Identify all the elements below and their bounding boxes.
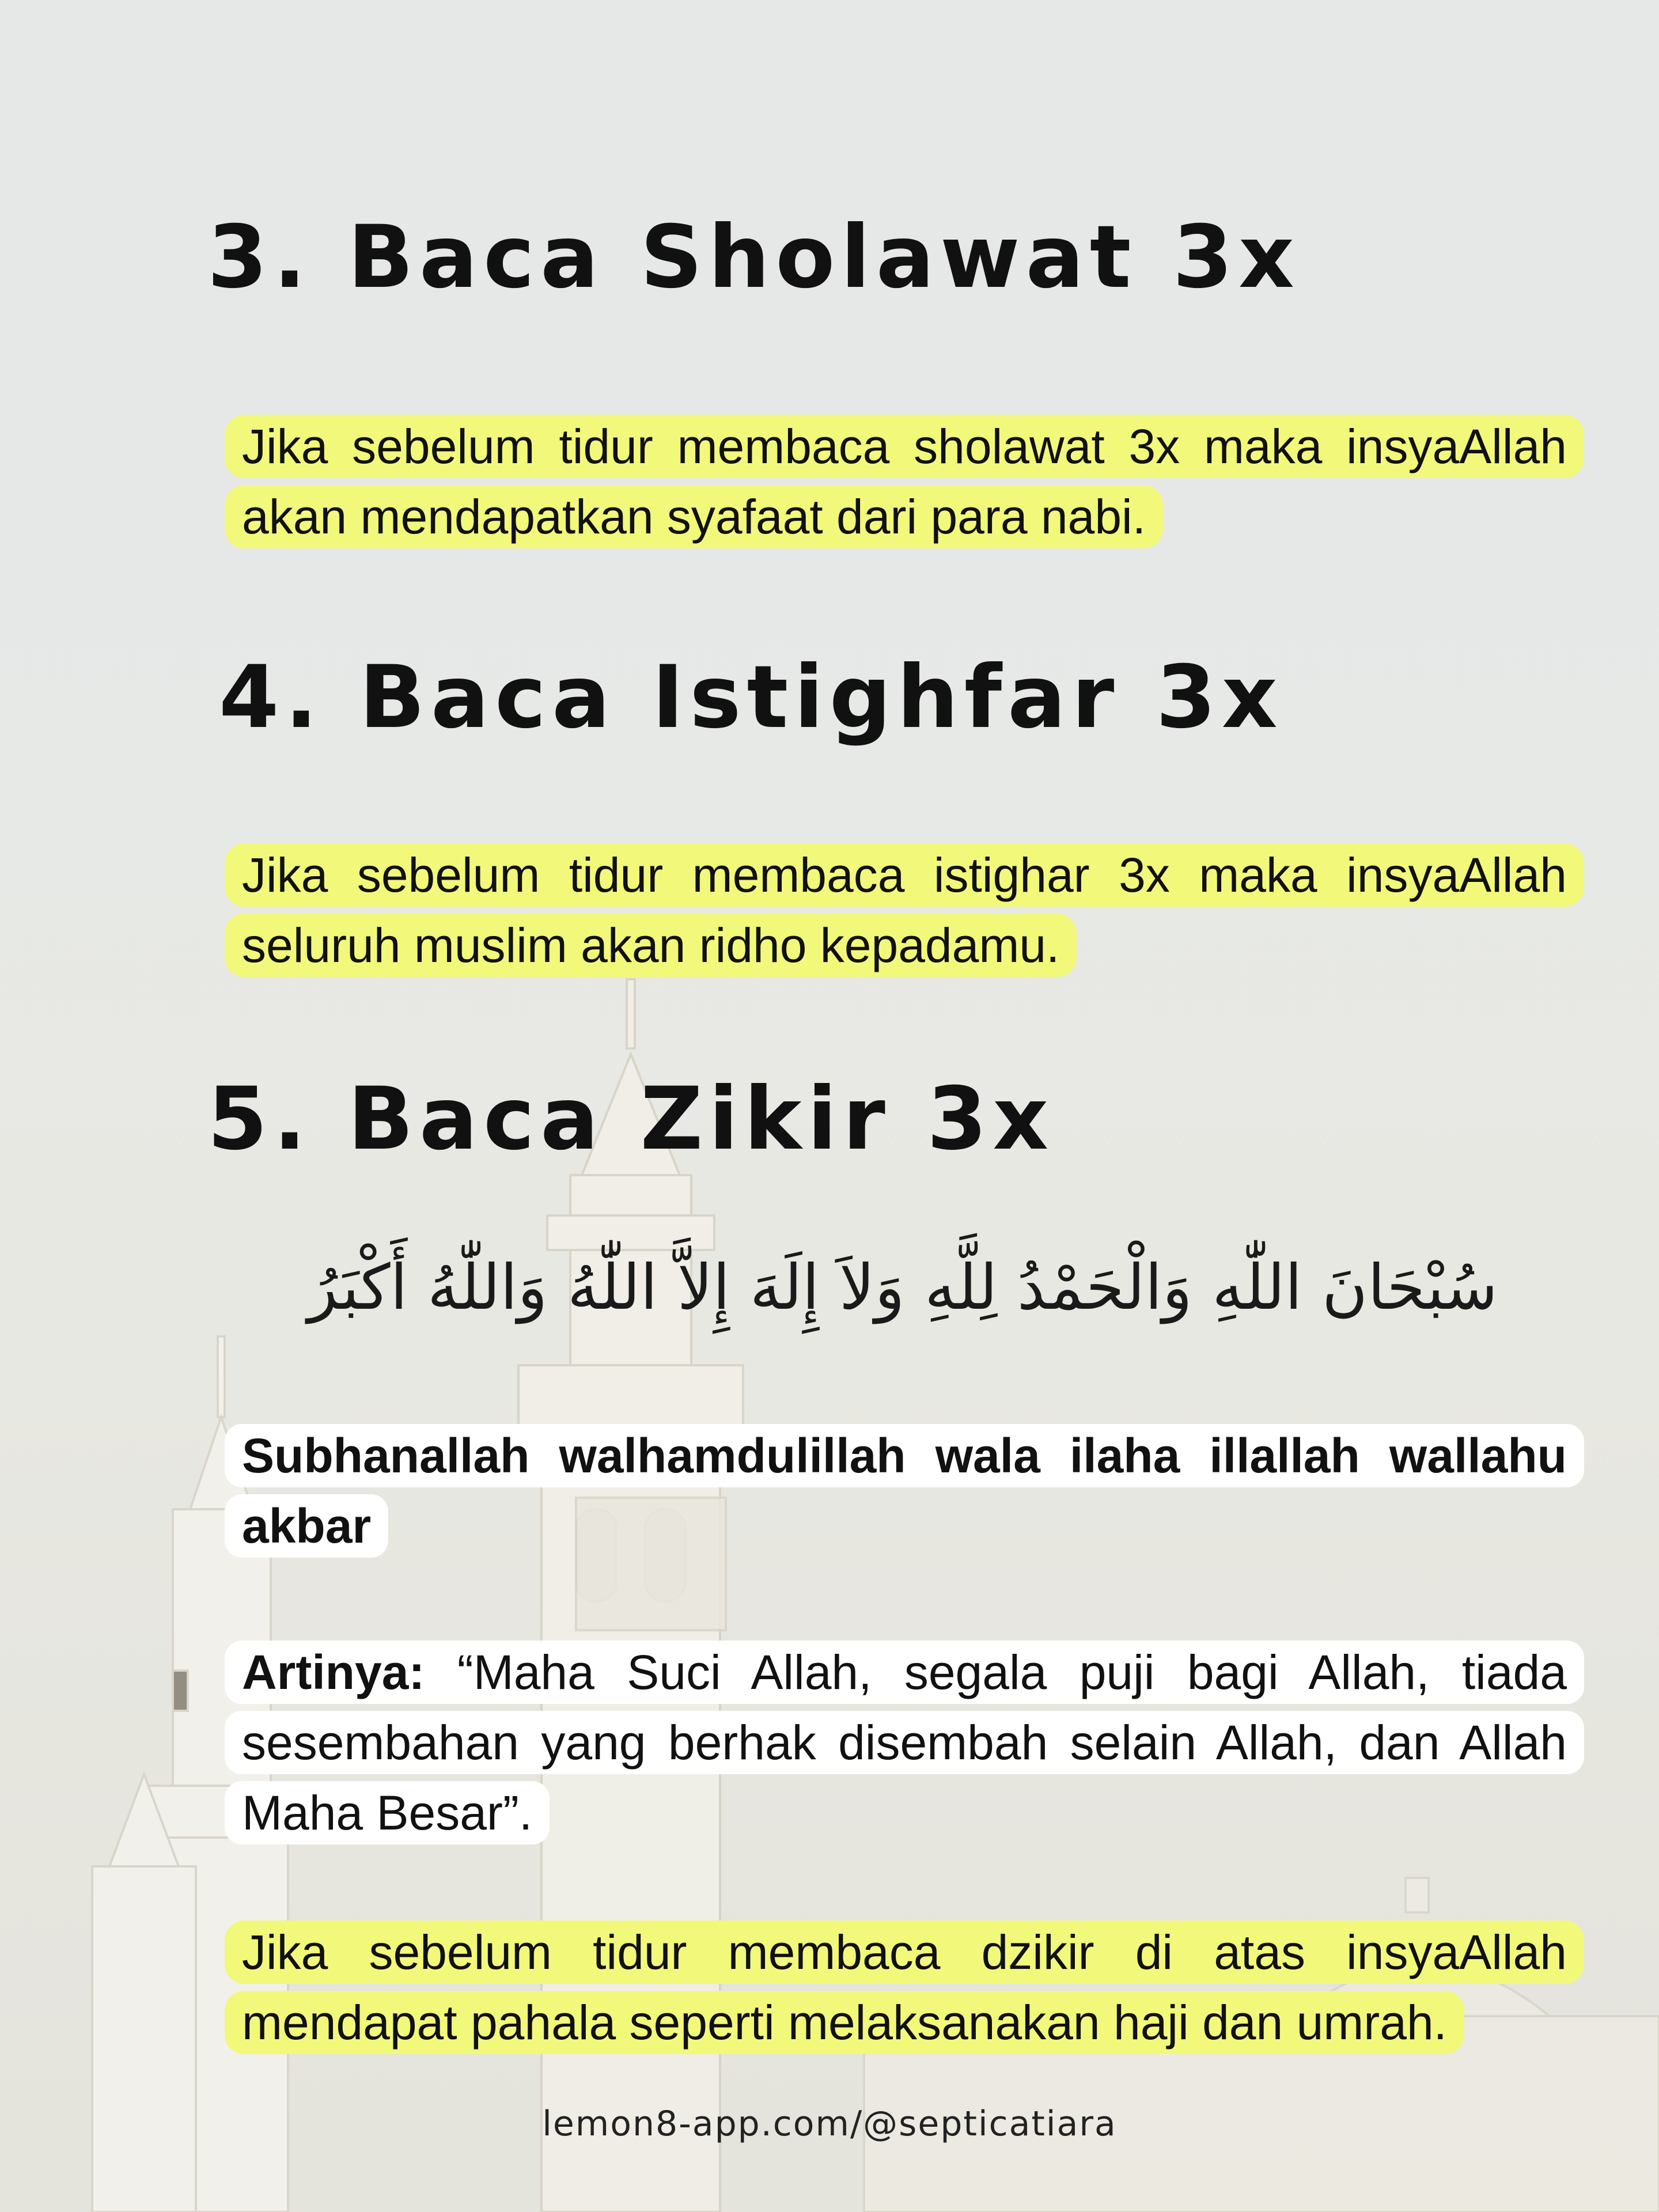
sholawat-highlight: Jika sebelum tidur membaca sholawat 3x maka insyaAllah akan mendapatkan syafaat dari para nabi. xyxy=(225,415,1584,548)
meaning-text: “Maha Suci Allah, segala puji bagi Allah, tiada sesembahan yang berhak disembah selain Allah, dan Allah Maha Besar”. xyxy=(242,1645,1567,1840)
section-heading-zikir: 5. Baca Zikir 3x xyxy=(207,1069,1055,1169)
section-heading-istighfar: 4. Baca Istighfar 3x xyxy=(219,647,1283,748)
transliteration-box: Subhanallah walhamdulillah wala ilaha illallah wallahu akbar xyxy=(225,1424,1584,1558)
istighfar-highlight: Jika sebelum tidur membaca istighar 3x maka insyaAllah seluruh muslim akan ridho kepadamu. xyxy=(225,843,1584,977)
zikir-benefit-text xyxy=(207,1917,1601,2058)
zikir-arabic-text: سُبْحَانَ اللّٰهِ وَالْحَمْدُ لِلَّهِ وَلاَ إِلَهَ إِلاَّ اللّٰهُ وَاللّٰهُ أَكْبَرُ xyxy=(307,1252,1498,1324)
zikir-highlight: Jika sebelum tidur membaca dzikir di atas insyaAllah mendapat pahala seperti melaksanakan haji dan umrah. xyxy=(225,1921,1584,2054)
zikir-transliteration xyxy=(207,1421,1601,1561)
sholawat-benefit-text xyxy=(207,411,1601,552)
meaning-box xyxy=(225,1641,1584,1844)
section-heading-sholawat: 3. Baca Sholawat 3x xyxy=(207,207,1300,308)
istighfar-benefit-text xyxy=(207,840,1601,980)
footer-credit: lemon8-app.com/@septicatiara xyxy=(542,2104,1117,2144)
zikir-meaning xyxy=(207,1637,1601,1848)
meaning-label: Artinya: xyxy=(242,1645,425,1699)
